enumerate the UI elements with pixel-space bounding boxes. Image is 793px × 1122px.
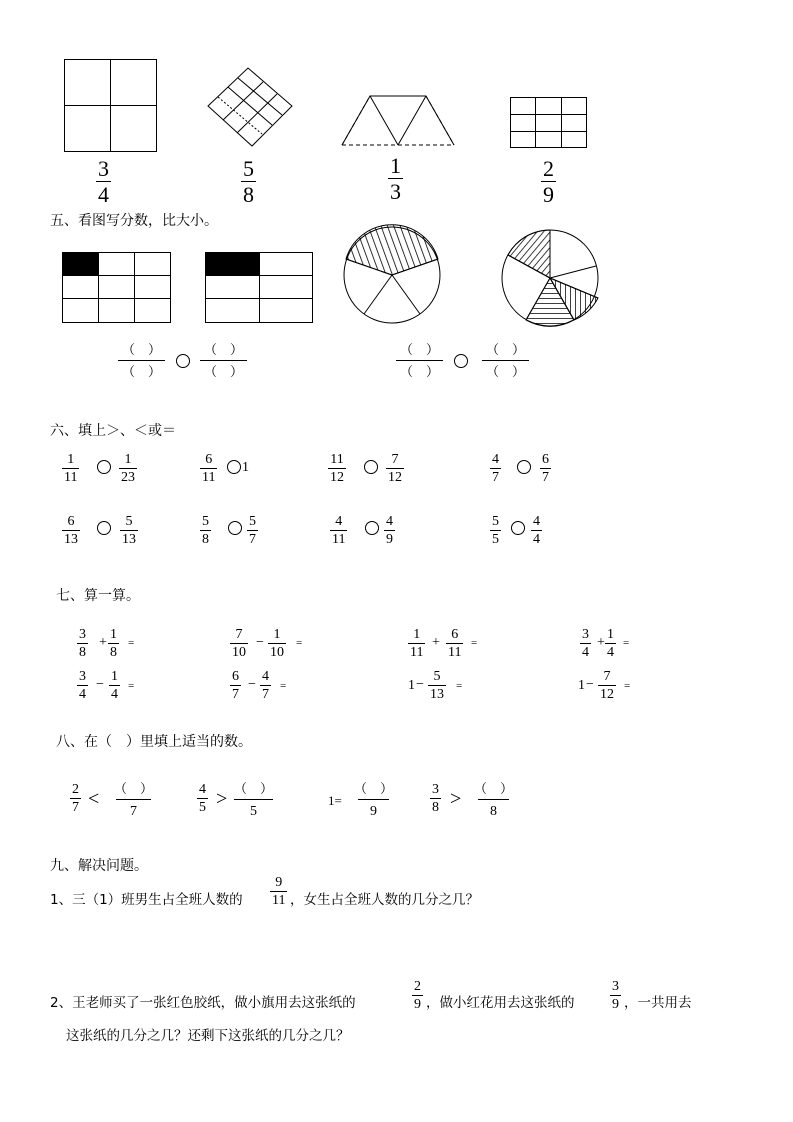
- operator: +: [432, 635, 440, 650]
- number-one: 1: [578, 678, 585, 693]
- fraction: $\frac{2}{7}$: [72, 782, 79, 815]
- fraction: $\frac{6}{11}$: [448, 627, 462, 660]
- fraction: $\frac{4}{7}$: [262, 669, 269, 702]
- compare-circle[interactable]: [454, 354, 468, 368]
- greater-than: >: [216, 788, 228, 810]
- fraction: $\frac{4}{11}$: [332, 514, 346, 547]
- fraction: $\frac{1}{11}$: [410, 627, 424, 660]
- equals: =: [280, 680, 287, 692]
- fraction: $\frac{4}{4}$: [533, 514, 540, 547]
- equals: =: [296, 637, 303, 649]
- fraction-1-3: $\frac{1}{3}$: [390, 153, 401, 204]
- section7-title: 七、算一算。: [56, 588, 140, 604]
- fraction: $\frac{6}{11}$: [202, 452, 216, 485]
- fraction: $\frac{4}{7}$: [492, 452, 499, 485]
- fraction: $\frac{3}{8}$: [432, 782, 439, 815]
- fraction: $\frac{4}{9}$: [386, 514, 393, 547]
- compare-circle[interactable]: [511, 521, 525, 535]
- blank-fraction[interactable]: （ ） （ ）: [482, 344, 529, 379]
- fraction: $\frac{3}{8}$: [79, 627, 86, 660]
- operator: +: [597, 635, 605, 650]
- blank-fraction[interactable]: （ ） （ ）: [396, 344, 443, 379]
- fraction: $\frac{1}{10}$: [270, 627, 284, 660]
- question-2-mid: ，做小红花用去这张纸的: [426, 995, 575, 1011]
- fraction: $\frac{7}{12}$: [388, 452, 402, 485]
- fraction: $\frac{1}{23}$: [121, 452, 135, 485]
- less-than: <: [88, 788, 100, 810]
- question-2-line-2: 这张纸的几分之几？还剩下这张纸的几分之几？: [66, 1028, 350, 1044]
- circle-5-parts-shaded: [343, 226, 443, 326]
- fraction: $\frac{3}{4}$: [582, 627, 589, 660]
- compare-circle[interactable]: [364, 460, 378, 474]
- compare-circle[interactable]: [97, 521, 111, 535]
- operator: +: [99, 635, 107, 650]
- question-2-suffix: ，一共用去: [624, 995, 692, 1011]
- fraction: $\frac{6}{13}$: [64, 514, 78, 547]
- fraction: $\frac{1}{4}$: [111, 669, 118, 702]
- fraction: $\frac{5}{13}$: [122, 514, 136, 547]
- section8-title: 八、在（ ）里填上适当的数。: [56, 734, 252, 750]
- circle-6-parts-shaded: [502, 230, 602, 330]
- fraction: $\frac{1}{8}$: [110, 627, 117, 660]
- fraction: $\frac{5}{5}$: [492, 514, 499, 547]
- fraction: $\frac{3}{4}$: [79, 669, 86, 702]
- fraction: $\frac{7}{12}$: [600, 669, 614, 702]
- equals: =: [623, 637, 630, 649]
- question-2-fraction-2: $\frac{3}{9}$: [612, 979, 619, 1012]
- fraction: $\frac{5}{13}$: [430, 669, 444, 702]
- fraction-3-4: $\frac{3}{4}$: [98, 156, 109, 207]
- fraction-5-8: $\frac{5}{8}$: [243, 156, 254, 207]
- fraction-2-9: $\frac{2}{9}$: [543, 156, 554, 207]
- equals: =: [128, 637, 135, 649]
- compare-circle[interactable]: [97, 460, 111, 474]
- answer-blank[interactable]: （ ） 7: [114, 782, 154, 819]
- operator: −: [416, 677, 424, 692]
- operator: −: [586, 677, 594, 692]
- fraction: $\frac{11}{12}$: [330, 452, 344, 485]
- square-quarters-figure: [64, 59, 164, 159]
- equals: =: [128, 680, 135, 692]
- compare-circle[interactable]: [517, 460, 531, 474]
- grid-2x3-shaded: [205, 252, 317, 324]
- answer-blank[interactable]: （ ） 8: [474, 782, 514, 819]
- blank-fraction[interactable]: （ ） （ ）: [118, 344, 165, 379]
- compare-circle[interactable]: [228, 521, 242, 535]
- operator: −: [248, 677, 256, 692]
- answer-blank[interactable]: （ ） 9: [354, 782, 394, 819]
- blank-fraction[interactable]: （ ） （ ）: [200, 344, 247, 379]
- question-1-suffix: ，女生占全班人数的几分之几？: [290, 892, 479, 908]
- question-2-fraction-1: $\frac{2}{9}$: [414, 979, 421, 1012]
- compare-circle[interactable]: [365, 521, 379, 535]
- equals: =: [456, 680, 463, 692]
- triangle-figure: [342, 95, 462, 155]
- fraction: $\frac{5}{8}$: [202, 514, 209, 547]
- greater-than: >: [450, 788, 462, 810]
- question-1-text: 1、三（1）班男生占全班人数的: [50, 892, 243, 908]
- one-equals: 1=: [328, 793, 342, 808]
- fraction: $\frac{4}{5}$: [199, 782, 206, 815]
- compare-circle[interactable]: [227, 460, 241, 474]
- rectangle-grid-figure: [510, 97, 590, 152]
- fraction: $\frac{1}{4}$: [607, 627, 614, 660]
- operator: −: [96, 677, 104, 692]
- section9-title: 九、解决问题。: [50, 858, 148, 874]
- fraction: $\frac{5}{7}$: [249, 514, 256, 547]
- section5-title: 五、看图写分数，比大小。: [50, 213, 218, 229]
- grid-3x3-shaded: [62, 252, 174, 324]
- number-one: 1: [408, 678, 415, 693]
- fraction: $\frac{6}{7}$: [232, 669, 239, 702]
- section6-title: 六、填上＞、＜或＝: [50, 423, 176, 439]
- fraction: $\frac{7}{10}$: [232, 627, 246, 660]
- fraction: $\frac{6}{7}$: [542, 452, 549, 485]
- operator: −: [256, 635, 264, 650]
- number-one: 1: [242, 460, 249, 475]
- equals: =: [471, 637, 478, 649]
- question-2-text: 2、王老师买了一张红色胶纸，做小旗用去这张纸的: [50, 995, 356, 1011]
- fraction: $\frac{1}{11}$: [64, 452, 78, 485]
- answer-blank[interactable]: （ ） 5: [234, 782, 274, 819]
- compare-circle[interactable]: [176, 354, 190, 368]
- equals: =: [624, 680, 631, 692]
- question-1-fraction: $\frac{9}{11}$: [272, 875, 286, 908]
- diamond-grid-figure: [208, 68, 308, 158]
